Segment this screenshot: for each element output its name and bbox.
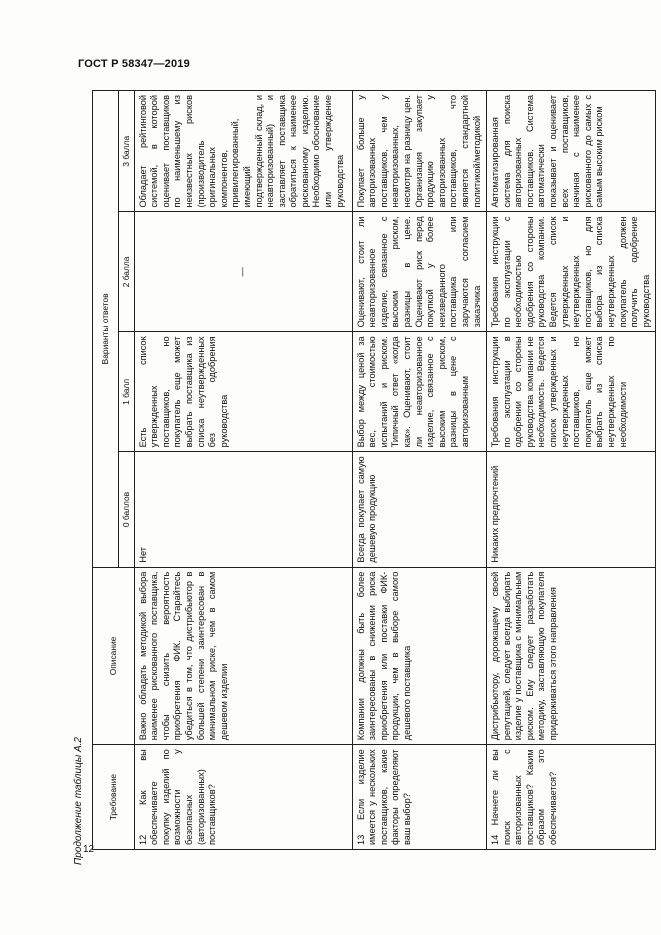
header-score-3: 3 балла bbox=[119, 91, 135, 212]
score-3-cell: Автоматизированная система для поиска авторизованных поставщиков. Система автоматически показывает и оценивает всех поставщиков, начиная с наименее рискованного до самых с самым высоким риском bbox=[487, 91, 656, 212]
score-2-cell: — bbox=[134, 212, 352, 332]
header-variants: Варианты ответов bbox=[93, 91, 119, 568]
score-1-cell: Есть список утвержденных поставщиков, но покупатель еще может выбрать поставщика из списка неутвержденных без одобрения руководства bbox=[134, 332, 352, 452]
header-requirement: Требование bbox=[93, 745, 135, 850]
requirement-cell: 14 Начнете ли вы поиск с авторизованных поставщиков? Каким образом это обеспечивается? bbox=[487, 745, 656, 850]
requirement-cell: 13 Если изделие имеется у нескольких поставщиков, какие факторы определяют ваш выбор? bbox=[352, 745, 487, 850]
score-3-cell: Обладает рейтинговой системой, в которой оценивает поставщиков по наименьшему из неизвестных рисков (производитель оригинальных компонентов, привилегированный, имеющий подтвержденный склад, и неавторизованный) и заставляет поставщика обратиться к наименее рискованному изделию. Необходимо обоснование или утверждение руководства bbox=[134, 91, 352, 212]
header-score-0: 0 баллов bbox=[119, 452, 135, 567]
description-cell: Дистрибьютору, дорожащему своей репутацией, следует всегда выбирать изделие у поставщика с минимальным риском. Ему следует разработать методику, заставляющую покупателя придерживаться этого направления bbox=[487, 567, 656, 745]
score-0-cell: Всегда покупает самую дешевую продукцию bbox=[352, 452, 487, 567]
description-cell: Компании должны быть более заинтересованы в снижении риска приобретения или поставки ФИК-продукции, чем в выборе самого дешевого поставщика bbox=[352, 567, 487, 745]
requirement-cell: 12 Как вы обеспечиваете покупку изделий по возможности у безопасных (авторизованных) поставщиков? bbox=[134, 745, 352, 850]
requirements-table bbox=[92, 90, 656, 850]
table-row bbox=[352, 91, 487, 850]
page-number: 12 bbox=[83, 844, 95, 855]
rotated-table-container bbox=[92, 90, 651, 850]
score-1-cell: Выбор между ценой за вес, стоимостью испытаний и риском. Типичный ответ «когда как». Оценивают, стоит ли неавторизованное изделие, связанное с высоким риском, разницы в цене с авторизованным bbox=[352, 332, 487, 452]
header-score-2: 2 балла bbox=[119, 212, 135, 332]
score-0-cell: Нет bbox=[134, 452, 352, 567]
score-3-cell: Покупает больше у авторизованных поставщиков, чем у неавторизованных, несмотря на разницу цен. Организация закупает продукцию у авторизованных поставщиков, что является стандартной политикой/методикой bbox=[352, 91, 487, 212]
header-score-1: 1 балл bbox=[119, 332, 135, 452]
score-2-cell: Требования инструкции по эксплуатации с необходимостью одобрения со стороны руководства компании. Ведется список утвержденных и неутвержденных поставщиков, но для выбора из списка неутвержденных покупатель должен получить одобрение руководства bbox=[487, 212, 656, 332]
score-2-cell: Оценивают, стоит ли неавторизованное изделие, связанное с высоким риском, разницы в цене. Оценивают риск перед покупкой у более неизведанного поставщика или заручаются согласием заказчика bbox=[352, 212, 487, 332]
table-row bbox=[487, 91, 656, 850]
header-description: Описание bbox=[93, 567, 135, 745]
description-cell: Важно обладать методикой выбора наименее рискованного поставщика, чтобы снизить вероятность приобретения ФИК. Старайтесь убедиться в том, что дистрибьютор в большей степени заинтересован в минимальном риске, чем в самом дешевом изделии bbox=[134, 567, 352, 745]
score-1-cell: Требования инструкции по эксплуатации в одобрении со стороны руководства компании не необходимость. Ведется список утвержденных и неутвержденных поставщиков, но покупатель еще может выбрать из списка неутвержденных по необходимости bbox=[487, 332, 656, 452]
score-0-cell: Никаких предпочтений bbox=[487, 452, 656, 567]
table-continuation-caption: Продолжение таблицы А.2 bbox=[73, 737, 84, 865]
table-row bbox=[134, 91, 352, 850]
document-header: ГОСТ Р 58347—2019 bbox=[78, 58, 190, 70]
